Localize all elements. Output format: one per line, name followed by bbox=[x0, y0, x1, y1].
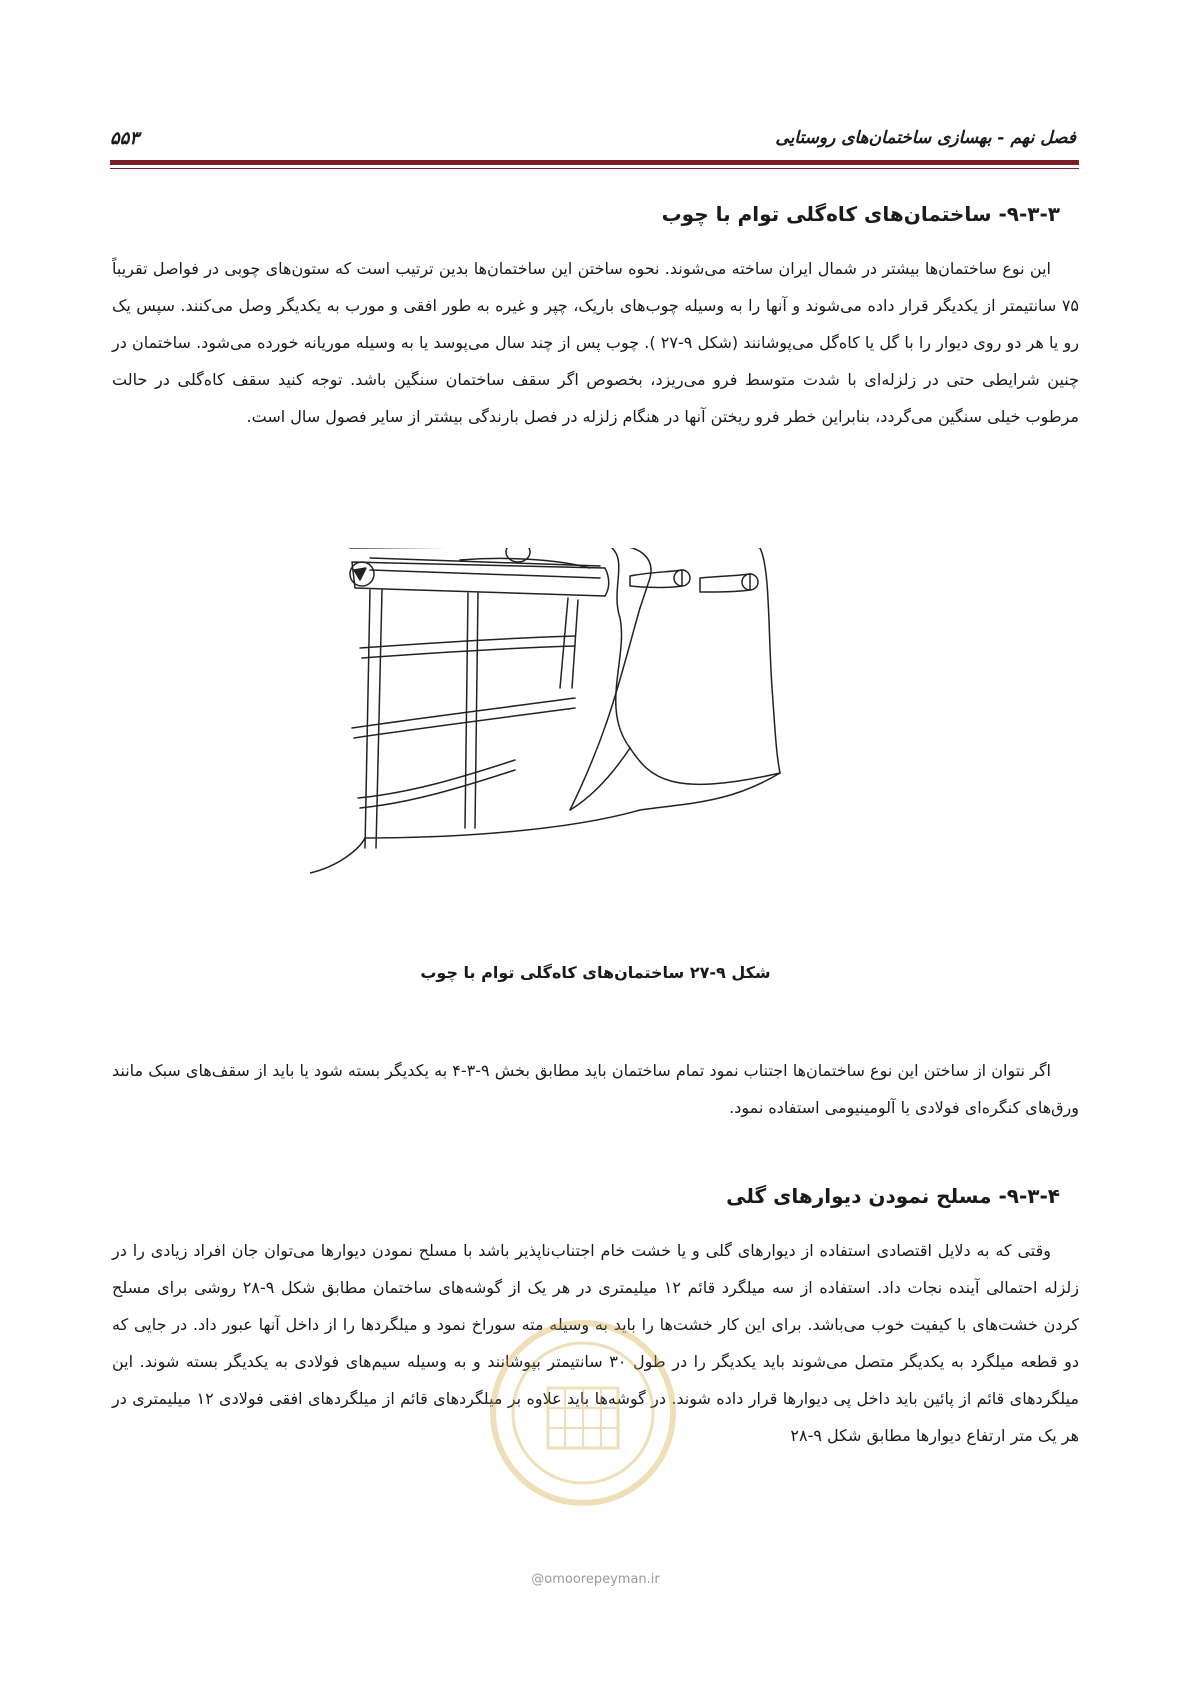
header-rule-thin bbox=[110, 168, 1079, 169]
section-heading-9-3-3: ۹-۳-۳- ساختمان‌های کاه‌گلی توام با چوب bbox=[661, 202, 1060, 226]
website-footer: @omoorepeyman.ir bbox=[531, 1572, 660, 1587]
paragraph-text: وقتی که به دلایل اقتصادی استفاده از دیوارهای گلی و یا خشت خام اجتناب‌ناپذیر باشد با مسلح نمودن دیوارها می‌توان جان افراد زیادی را در زلزله احتمالی آینده نجات داد. استفاده از سه میلگرد قائم ۱۲ میلیمتری در هر یک از گوشه‌های ساختمان مطابق شکل ۹-۲۸ روشی برای مسلح کردن خشت‌های با کیفیت خوب می‌باشد. برای این کار خشت‌ها را باید به وسیله مته سوراخ نمود و میلگردها را از داخل آنها عبور داد. در جایی که دو قطعه میلگرد به یکدیگر متصل می‌شوند باید یکدیگر را در طول ۳۰ سانتیمتر بپوشانند و به وسیله سیم‌های فولادی به یکدیگر بسته شوند. این میلگردهای قائم از پائین باید داخل پی دیوارها قرار داده شوند. در گوشه‌ها باید علاوه بر میلگردهای قائم از میلگردهای افقی فولادی ۱۲ میلیمتری در هر یک متر ارتفاع دیوارها مطابق شکل ۹-۲۸ bbox=[112, 1241, 1079, 1445]
page-number: ۵۵۳ bbox=[110, 128, 140, 149]
figure-wood-mud-wall bbox=[310, 548, 865, 948]
section-9-3-3-paragraph bbox=[112, 250, 1079, 435]
section-heading-9-3-4: ۹-۳-۴- مسلح نمودن دیوارهای گلی bbox=[726, 1184, 1060, 1208]
figure-caption: شکل ۹-۲۷ ساختمان‌های کاه‌گلی توام با چوب bbox=[420, 963, 771, 982]
chapter-title: فصل نهم - بهسازی ساختمان‌های روستایی bbox=[775, 128, 1076, 148]
page-header bbox=[110, 128, 1076, 150]
paragraph-2 bbox=[112, 1052, 1079, 1126]
header-rule-thick bbox=[110, 160, 1079, 165]
paragraph-text: این نوع ساختمان‌ها بیشتر در شمال ایران ساخته می‌شوند. نحوه ساختن این ساختمان‌ها بدین ترتیب است که ستون‌های چوبی در فواصل تقریباً ۷۵ سانتیمتر از یکدیگر قرار داده می‌شوند و آنها را به وسیله چوب‌های باریک، چپر و غیره به طور افقی و مورب به یکدیگر وصل می‌کنند. سپس یک رو یا هر دو روی دیوار را با گل یا کاه‌گل می‌پوشانند (شکل ۹-۲۷ ). چوب پس از چند سال می‌پوسد یا به وسیله موریانه خورده می‌شود. ساختمان در چنین شرایطی حتی در زلزله‌ای با شدت متوسط فرو می‌ریزد، بخصوص اگر سقف ساختمان سنگین باشد. توجه کنید سقف کاه‌گلی در حالت مرطوب خیلی سنگین می‌گردد، بنابراین خطر فرو ریختن آنها در هنگام زلزله در فصل بارندگی بیشتر از سایر فصول سال است. bbox=[112, 259, 1079, 426]
publisher-logo-watermark bbox=[488, 1318, 678, 1508]
paragraph-text: اگر نتوان از ساختن این نوع ساختمان‌ها اجتناب نمود تمام ساختمان باید مطابق بخش ۹-۳-۴ به یکدیگر بسته شود یا باید از سقف‌های سبک مانند ورق‌های کنگره‌ای فولادی یا آلومینیومی استفاده نمود. bbox=[112, 1061, 1079, 1117]
